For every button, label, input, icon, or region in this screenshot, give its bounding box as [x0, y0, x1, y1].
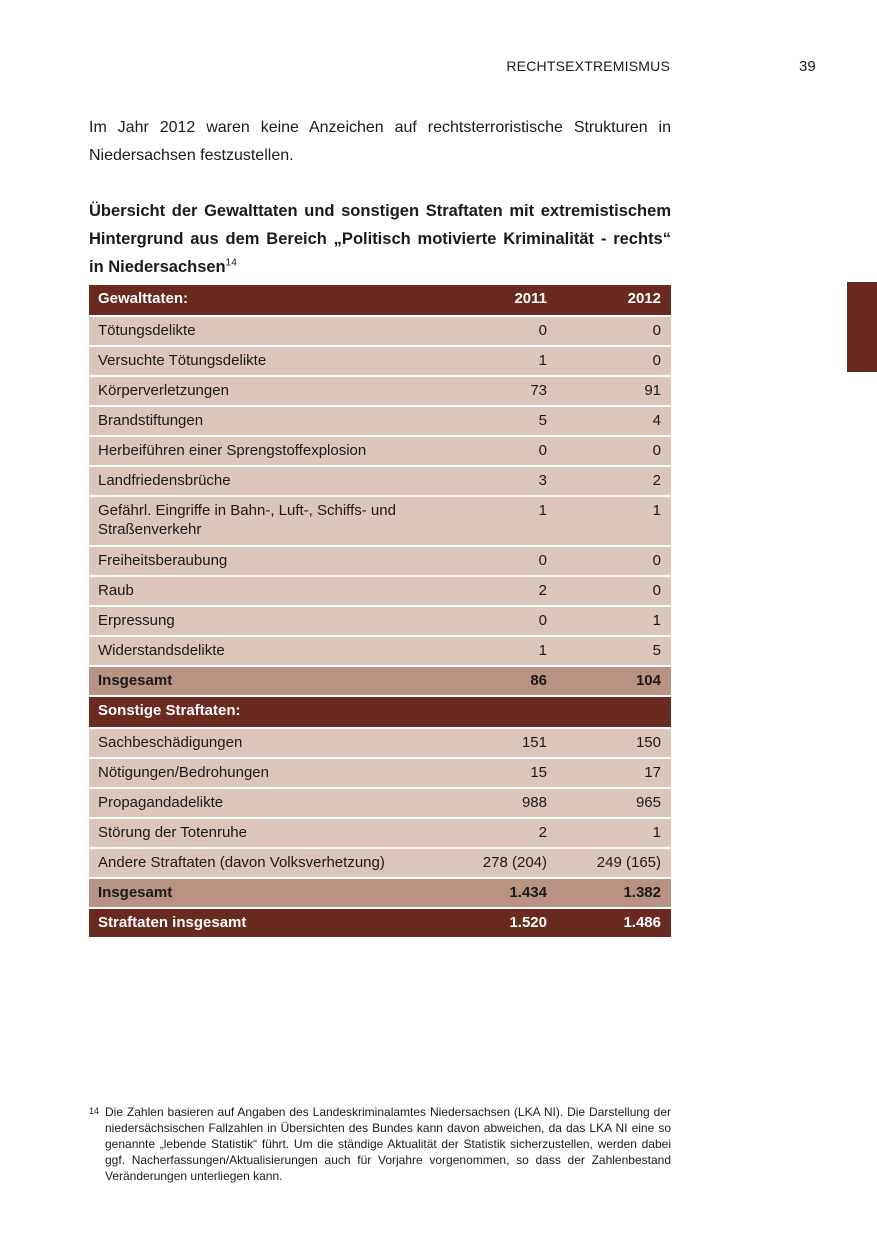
value-2012: 17	[557, 758, 671, 788]
table-row	[89, 316, 671, 346]
row-label: Tötungsdelikte	[89, 316, 442, 346]
table-row	[89, 848, 671, 878]
value-2012: 5	[557, 636, 671, 666]
value-2012: 0	[557, 436, 671, 466]
row-label: Herbeiführen einer Sprengstoffexplosion	[89, 436, 442, 466]
footnote-text: Die Zahlen basieren auf Angaben des Landeskriminalamtes Niedersachsen (LKA NI). Die Darstellung der niedersächsischen Fallzahlen in Übersichten des Bundes kann davon abweichen, da das LKA NI eine so genannte „lebende Statistik“ führt. Um die ständige Aktualität der Statistik sicherzustellen, werden dabei ggf. Nacherfassungen/Aktualisierungen auch für Vorjahre vorgenommen, so dass der Zahlenbestand Veränderungen unterliegen kann.	[105, 1105, 671, 1183]
page-number: 39	[799, 58, 816, 75]
row-label: Störung der Totenruhe	[89, 818, 442, 848]
value-2012: 0	[557, 546, 671, 576]
table-row	[89, 496, 671, 546]
value-2012: 1.486	[557, 908, 671, 938]
table-row	[89, 818, 671, 848]
table-row	[89, 636, 671, 666]
table-row	[89, 436, 671, 466]
table-row	[89, 728, 671, 758]
table-row	[89, 466, 671, 496]
value-2011: 3	[442, 466, 557, 496]
section-label: Sonstige Straftaten:	[89, 696, 671, 728]
value-2012: 0	[557, 316, 671, 346]
table-row	[89, 376, 671, 406]
chapter-tab-marker	[847, 282, 877, 372]
value-2011: 73	[442, 376, 557, 406]
row-label: Insgesamt	[89, 666, 442, 696]
row-label: Andere Straftaten (davon Volksverhetzung)	[89, 848, 442, 878]
crime-statistics-table	[89, 285, 671, 939]
row-label: Versuchte Tötungsdelikte	[89, 346, 442, 376]
value-2011: 1.434	[442, 878, 557, 908]
value-2012: 2	[557, 466, 671, 496]
section-label: Gewalttaten:	[89, 285, 442, 316]
table-row	[89, 606, 671, 636]
column-header-2012: 2012	[557, 285, 671, 316]
table-heading-text: Übersicht der Gewalttaten und sonstigen Straftaten mit extremistischem Hintergrund aus dem Bereich „Politisch motivierte Kriminalität - rechts“ in Niedersachsen	[89, 202, 671, 276]
value-2011: 0	[442, 546, 557, 576]
intro-paragraph: Im Jahr 2012 waren keine Anzeichen auf rechtsterroristische Strukturen in Niedersachsen festzustellen.	[89, 119, 671, 164]
row-label: Körperverletzungen	[89, 376, 442, 406]
row-label: Widerstandsdelikte	[89, 636, 442, 666]
table-heading	[89, 197, 671, 281]
section-header-sonstige	[89, 696, 671, 728]
row-label: Gefährl. Eingriffe in Bahn-, Luft-, Schiffs- und Straßenverkehr	[89, 496, 442, 546]
row-label: Straftaten insgesamt	[89, 908, 442, 938]
subtotal-row-gewalttaten	[89, 666, 671, 696]
value-2011: 15	[442, 758, 557, 788]
table-row	[89, 346, 671, 376]
value-2011: 1	[442, 636, 557, 666]
row-label: Raub	[89, 576, 442, 606]
table-row	[89, 788, 671, 818]
value-2011: 988	[442, 788, 557, 818]
running-header	[0, 58, 877, 78]
column-header-2011: 2011	[442, 285, 557, 316]
value-2011: 1.520	[442, 908, 557, 938]
value-2011: 1	[442, 346, 557, 376]
row-label: Nötigungen/Bedrohungen	[89, 758, 442, 788]
value-2011: 2	[442, 818, 557, 848]
value-2011: 278 (204)	[442, 848, 557, 878]
total-row	[89, 908, 671, 938]
value-2012: 4	[557, 406, 671, 436]
value-2011: 2	[442, 576, 557, 606]
value-2011: 0	[442, 606, 557, 636]
subtotal-row-sonstige	[89, 878, 671, 908]
value-2012: 1	[557, 496, 671, 546]
table-row	[89, 406, 671, 436]
value-2012: 0	[557, 346, 671, 376]
row-label: Landfriedensbrüche	[89, 466, 442, 496]
value-2012: 1	[557, 818, 671, 848]
running-title: RECHTSEXTREMISMUS	[506, 58, 670, 74]
section-header-gewalttaten	[89, 285, 671, 316]
footnote	[89, 1104, 671, 1184]
value-2012: 0	[557, 576, 671, 606]
value-2012: 249 (165)	[557, 848, 671, 878]
footnote-marker: 14	[89, 1106, 100, 1116]
row-label: Sachbeschädigungen	[89, 728, 442, 758]
row-label: Insgesamt	[89, 878, 442, 908]
table-row	[89, 546, 671, 576]
value-2011: 0	[442, 316, 557, 346]
table-row	[89, 576, 671, 606]
value-2012: 91	[557, 376, 671, 406]
row-label: Erpressung	[89, 606, 442, 636]
value-2012: 965	[557, 788, 671, 818]
value-2012: 1.382	[557, 878, 671, 908]
value-2011: 86	[442, 666, 557, 696]
value-2012: 104	[557, 666, 671, 696]
value-2011: 0	[442, 436, 557, 466]
value-2012: 1	[557, 606, 671, 636]
row-label: Freiheitsberaubung	[89, 546, 442, 576]
value-2011: 151	[442, 728, 557, 758]
row-label: Propagandadelikte	[89, 788, 442, 818]
value-2012: 150	[557, 728, 671, 758]
table-row	[89, 758, 671, 788]
row-label: Brandstiftungen	[89, 406, 442, 436]
value-2011: 1	[442, 496, 557, 546]
footnote-reference: 14	[225, 257, 237, 269]
value-2011: 5	[442, 406, 557, 436]
